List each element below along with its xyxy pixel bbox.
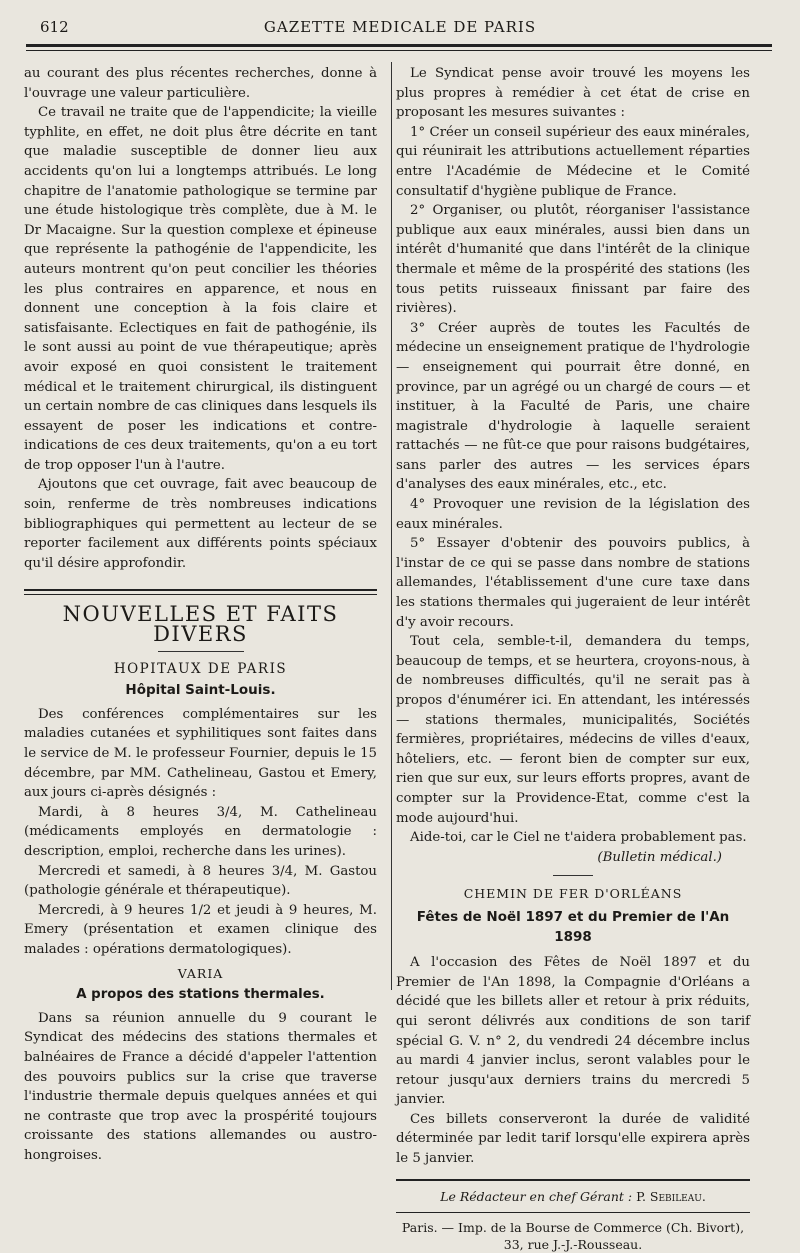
section-title: NOUVELLES ET FAITS DIVERS — [62, 602, 339, 647]
hopitaux-title: HOPITAUX DE PARIS — [113, 660, 288, 677]
review-paragraph: Ce travail ne traite que de l'appendicite; la vieille typhlite, en effet, ne doit plus être décrite en tant que maladie susceptible de donner lieu aux accidents qu'on lui a longtemps attribués. Le long chapitre de l'anatomie pathologique se termine par une étude histologique très complète, due à M. le Dr Macaigne. Sur la question complexe et épineuse que représente la pathogénie de l'appendicite, les auteurs montrent qu'on peut concilier les théories les plus contraires en apparence, et nous en donnent une conception à la fois claire et satisfaisante. Eclectiques en fait de pathogénie, ils le sont aussi au point de vue thérapeutique; après avoir exposé en quoi consistent le traitement médical et le traitement chirurgical, ils distinguent un certain nombre de cas cliniques dans lesquels ils essayent de poser les indications et contre-indications de ces deux traitements, qu'on a eu tort de trop opposer l'un à l'autre. — [24, 105, 377, 473]
journal-title: GAZETTE MEDICALE DE PARIS — [263, 18, 537, 36]
hopital-name: Hôpital Saint-Louis. — [125, 682, 276, 699]
imprint-line: 33, rue J.-J.-Rousseau. — [503, 1237, 643, 1253]
rail-paragraph: Ces billets conserveront la durée de validité déterminée par ledit tarif lorsqu'elle expirera après le 5 janvier. — [396, 1111, 750, 1167]
left-column — [24, 64, 377, 1165]
imprint — [396, 1219, 750, 1253]
header-rule-thin — [26, 50, 772, 51]
footer-rule-thin — [396, 1212, 750, 1213]
syndicat-paragraph: 2° Organiser, ou plutôt, réorganiser l'assistance publique aux eaux minérales, aussi bien dans un intérêt d'humanité que dans l'intérêt de la clinique thermale et même de la prospérité des stations (les tous petits ruisseaux finissant par faire des rivières). — [396, 203, 750, 317]
source-credit: (Bulletin médical.) — [597, 849, 722, 865]
imprint-line: Paris. — Imp. de la Bourse de Commerce (Ch. Bivort), — [401, 1220, 745, 1236]
hopital-paragraph: Mercredi et samedi, à 8 heures 3/4, M. Gastou (pathologie générale et thérapeutique). — [24, 863, 377, 899]
syndicat-paragraph: 1° Créer un conseil supérieur des eaux minérales, qui réunirait les attributions actuellement réparties entre l'Académie de Médecine et le Comité consultatif d'hygiène publique de France. — [396, 124, 750, 199]
syndicat-paragraph: Tout cela, semble-t-il, demandera du temps, beaucoup de temps, et se heurtera, croyons-nous, à de nombreuses difficultés, qu'il ne serait pas à propos d'énumérer ici. En attendant, les intéressés — stations thermales, municipalités, Sociétés fermières, propriétaires, médecins de villes d'eaux, hôteliers, etc. — feront bien de compter sur eux, rien que sur eux, sur leurs efforts propres, avant de compter sur la Providence-Etat, comme c'est la mode aujourd'hui. — [396, 634, 750, 826]
varia-paragraph: Dans sa réunion annuelle du 9 courant le Syndicat des médecins des stations thermales et balnéaires de France a décidé d'appeler l'attention des pouvoirs publics sur la crise que traverse l'industrie thermale depuis quelques années et qui ne contraste que trop avec la prospérité toujours croissante des stations allemandes ou austro-hongroises. — [24, 1010, 377, 1163]
syndicat-paragraph: 5° Essayer d'obtenir des pouvoirs publics, à l'instar de ce qui se passe dans nombre de stations allemandes, l'établissement d'une cure taxe dans les stations thermales qui jugeraient de leur intérêt d'y avoir recours. — [396, 536, 750, 630]
rail-title: CHEMIN DE FER D'ORLÉANS — [463, 886, 683, 902]
editor-name: P. Sebileau. — [636, 1188, 706, 1204]
section-divider — [24, 589, 377, 595]
syndicat-paragraph: Aide-toi, car le Ciel ne t'aidera probablement pas. — [410, 830, 747, 846]
syndicat-paragraph: Le Syndicat pense avoir trouvé les moyens les plus propres à remédier à cet état de crise en proposant les mesures suivantes : — [396, 66, 750, 121]
review-paragraph: au courant des plus récentes recherches, donne à l'ouvrage une valeur particulière. — [24, 66, 377, 101]
hopital-paragraph: Mercredi, à 9 heures 1/2 et jeudi à 9 heures, M. Emery (présentation et examen clinique des malades : opérations dermatologiques). — [24, 902, 377, 957]
varia-heading: A propos des stations thermales. — [76, 987, 325, 1003]
rail-paragraph: A l'occasion des Fêtes de Noël 1897 et du Premier de l'An 1898, la Compagnie d'Orléans a décidé que les billets aller et retour à prix réduits, qui seront délivrés aux conditions de son tarif spécial G. V. n° 2, du vendredi 24 décembre inclus au mardi 4 janvier inclus, seront valables pour le retour jusqu'aux derniers trains du mercredi 5 janvier. — [396, 955, 750, 1108]
rail-heading: Fêtes de Noël 1897 et du Premier de l'An 1898 — [416, 908, 730, 945]
right-column — [396, 64, 750, 1253]
column-divider — [391, 62, 392, 990]
hopital-paragraph: Des conférences complémentaires sur les maladies cutanées et syphilitiques sont faites dans le service de M. le professeur Fournier, depuis le 15 décembre, par MM. Cathelineau, Gastou et Emery, aux jours ci-après désignés : — [24, 706, 377, 801]
hopital-paragraph: Mardi, à 8 heures 3/4, M. Cathelineau (médicaments employés en dermatologie : description, emploi, recherche dans les urines). — [24, 804, 377, 859]
syndicat-paragraph: 4° Provoquer une revision de la législation des eaux minérales. — [396, 497, 750, 532]
page-number: 612 — [40, 18, 69, 36]
footer-rule — [396, 1179, 750, 1181]
varia-title: VARIA — [177, 965, 224, 981]
short-rule — [158, 651, 244, 652]
short-rule — [553, 875, 593, 876]
header-rule-thick — [26, 44, 772, 47]
syndicat-paragraph: 3° Créer auprès de toutes les Facultés de médecine un enseignement pratique de l'hydrologie — enseignement qui pourrait être donné, en province, par un agrégé ou un chargé de cours — et instituer, à la Faculté de Paris, une chaire magistrale d'hydrologie à laquelle seraient rattachés — ne fût-ce que pour raisons budgétaires, sans parler des autres — les services épars d'analyses des eaux minérales, etc., etc. — [396, 320, 750, 493]
editor-label: Le Rédacteur en chef Gérant : — [440, 1188, 633, 1204]
editor-line — [396, 1187, 750, 1207]
review-paragraph: Ajoutons que cet ouvrage, fait avec beaucoup de soin, renferme de très nombreuses indications bibliographiques qui permettent au lecteur de se reporter facilement aux différents points spéciaux qu'il désire approfondir. — [24, 477, 377, 571]
